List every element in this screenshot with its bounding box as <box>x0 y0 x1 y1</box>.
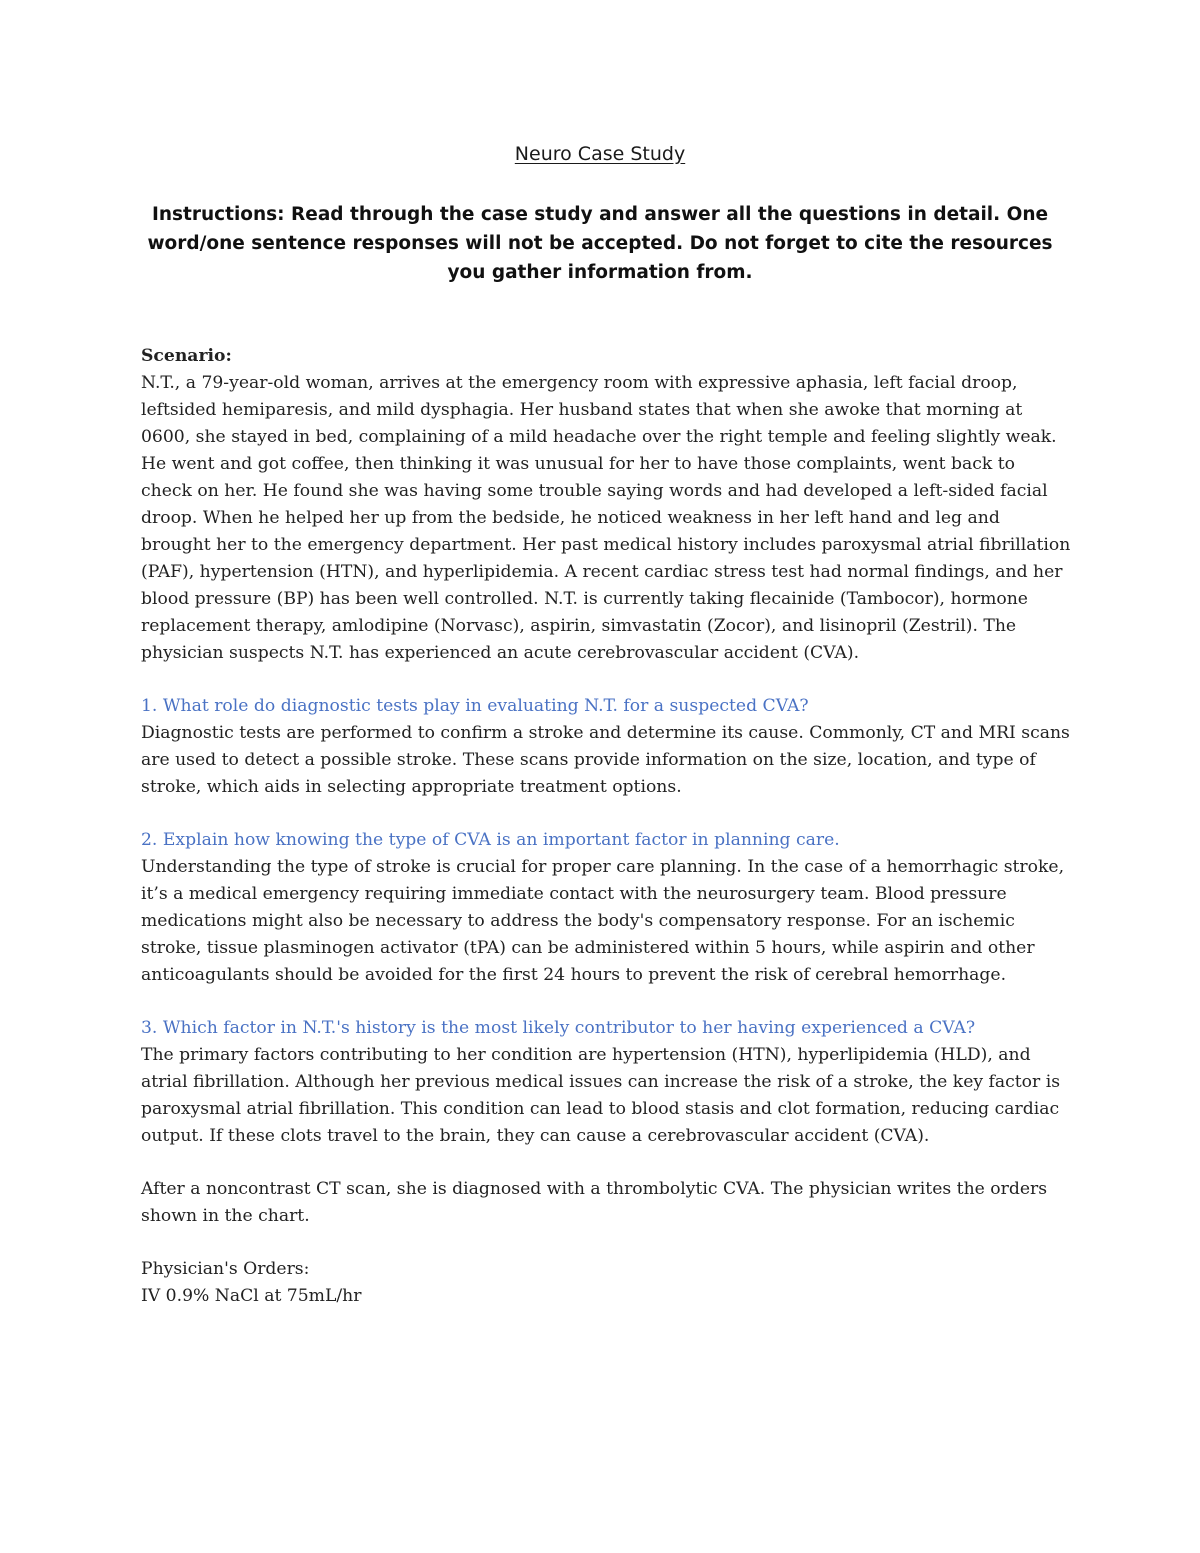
spacer <box>141 801 1071 827</box>
spacer <box>141 1230 1071 1256</box>
question-2: 2. Explain how knowing the type of CVA is an important factor in planning care. <box>141 830 840 850</box>
answer-1: Diagnostic tests are performed to confirm a stroke and determine its cause. Commonly, CT and MRI scans are used to detect a possible stroke. These scans provide information on the size, location, and type of stroke, which aids in selecting appropriate treatment options. <box>141 723 1070 797</box>
spacer <box>141 1150 1071 1176</box>
followup-paragraph: After a noncontrast CT scan, she is diagnosed with a thrombolytic CVA. The physician writes the orders shown in the chart. <box>141 1179 1048 1226</box>
answer-3: The primary factors contributing to her condition are hypertension (HTN), hyperlipidemia (HLD), and atrial fibrillation. Although her previous medical issues can increase the risk of a stroke, the key factor is paroxysmal atrial fibrillation. This condition can lead to blood stasis and clot formation, reducing cardiac output. If these clots travel to the brain, they can cause a cerebrovascular accident (CVA). <box>141 1045 1061 1146</box>
spacer <box>141 667 1071 693</box>
answer-2: Understanding the type of stroke is crucial for proper care planning. In the case of a hemorrhagic stroke, it’s a medical emergency requiring immediate contact with the neurosurgery team. Blood pressure medications might also be necessary to address the body's compensatory response. For an ischemic stroke, tissue plasminogen activator (tPA) can be administered within 5 hours, while aspirin and other anticoagulants should be avoided for the first 24 hours to prevent the risk of cerebral hemorrhage. <box>141 857 1065 985</box>
scenario-heading: Scenario: <box>141 346 232 366</box>
instructions-text: Instructions: Read through the case study and answer all the questions in detail. One word/one sentence responses will not be accepted. Do not forget to cite the resources you gather information from. <box>147 204 1053 283</box>
question-3: 3. Which factor in N.T.'s history is the most likely contributor to her having experienced a CVA? <box>141 1018 976 1038</box>
document-title: Neuro Case Study <box>514 143 686 165</box>
document-body <box>141 343 1071 1310</box>
order-item: IV 0.9% NaCl at 75mL/hr <box>141 1286 362 1306</box>
spacer <box>141 989 1071 1015</box>
question-1: 1. What role do diagnostic tests play in evaluating N.T. for a suspected CVA? <box>141 696 809 716</box>
orders-heading: Physician's Orders: <box>141 1259 310 1279</box>
scenario-paragraph: N.T., a 79-year-old woman, arrives at the emergency room with expressive aphasia, left facial droop, leftsided hemiparesis, and mild dysphagia. Her husband states that when she awoke that morning at 0600, she stayed in bed, complaining of a mild headache over the right temple and feeling slightly weak. He went and got coffee, then thinking it was unusual for her to have those complaints, went back to check on her. He found she was having some trouble saying words and had developed a left-sided facial droop. When he helped her up from the bedside, he noticed weakness in her left hand and leg and brought her to the emergency department. Her past medical history includes paroxysmal atrial fibrillation (PAF), hypertension (HTN), and hyperlipidemia. A recent cardiac stress test had normal findings, and her blood pressure (BP) has been well controlled. N.T. is currently taking flecainide (Tambocor), hormone replacement therapy, amlodipine (Norvasc), aspirin, simvastatin (Zocor), and lisinopril (Zestril). The physician suspects N.T. has experienced an acute cerebrovascular accident (CVA). <box>141 373 1071 663</box>
